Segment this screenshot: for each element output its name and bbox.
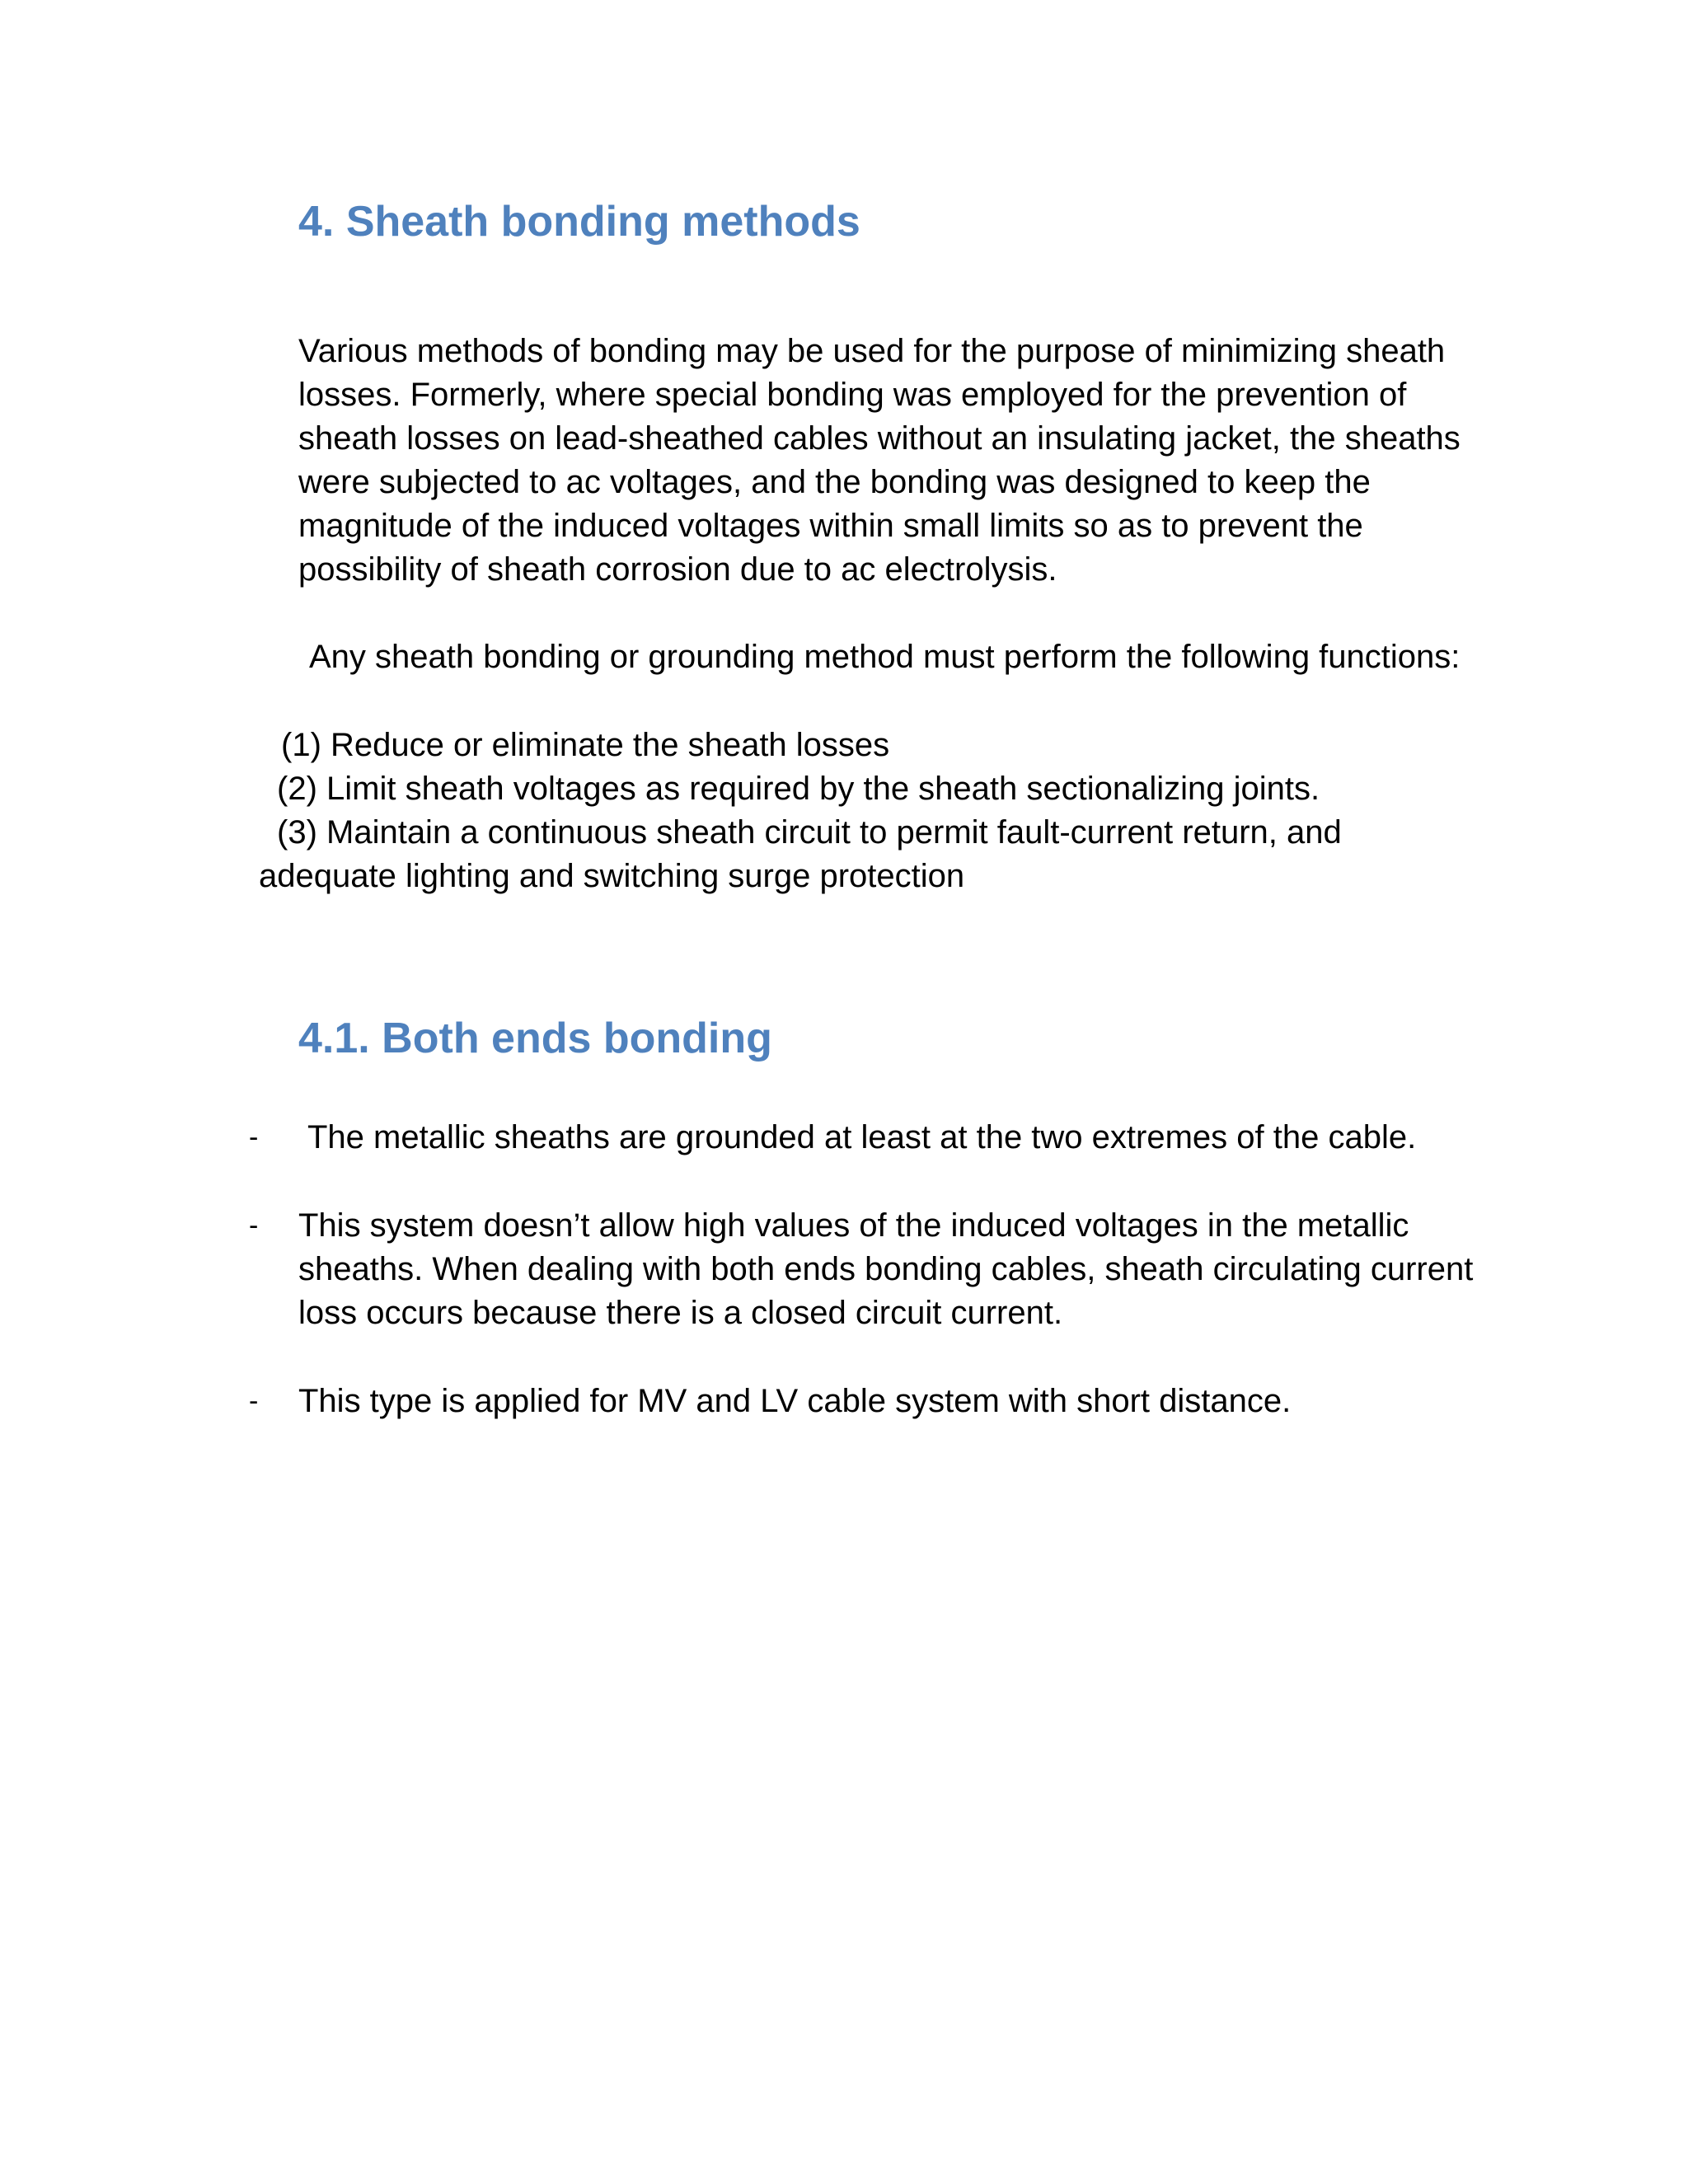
- function-item-2: (2) Limit sheath voltages as required by the sheath sectionalizing joints.: [277, 771, 1320, 807]
- subsection-heading: 4.1. Both ends bonding: [298, 1015, 772, 1062]
- function-item-3-continuation: adequate lighting and switching surge protection: [259, 858, 965, 894]
- bullet-item-2: This system doesn’t allow high values of the induced voltages in the metallic sheaths. When dealing with both ends bonding cables, sheath circulating current loss occurs because there is a closed circuit current.: [298, 1207, 1474, 1331]
- bullet-item-3: This type is applied for MV and LV cable system with short distance.: [298, 1383, 1292, 1419]
- function-item-1: (1) Reduce or eliminate the sheath losses: [281, 727, 890, 763]
- bullet-marker-1: -: [249, 1122, 259, 1153]
- bullet-item-1: The metallic sheaths are grounded at least at the two extremes of the cable.: [307, 1119, 1417, 1155]
- intro-paragraph: Various methods of bonding may be used for the purpose of minimizing sheath losses. Formerly, where special bonding was employed for the prevention of sheath losses on lead-sheathed cables without an insulating jacket, the sheaths were subjected to ac voltages, and the bonding was designed to keep the magnitude of the induced voltages within small limits so as to prevent the possibility of sheath corrosion due to ac electrolysis.: [298, 333, 1461, 588]
- bullet-marker-2: -: [249, 1210, 259, 1241]
- bullet-marker-3: -: [249, 1385, 259, 1417]
- section-heading: 4. Sheath bonding methods: [298, 198, 860, 246]
- functions-intro: Any sheath bonding or grounding method must perform the following functions:: [309, 639, 1461, 675]
- function-item-3: (3) Maintain a continuous sheath circuit to permit fault-current return, and: [277, 814, 1342, 851]
